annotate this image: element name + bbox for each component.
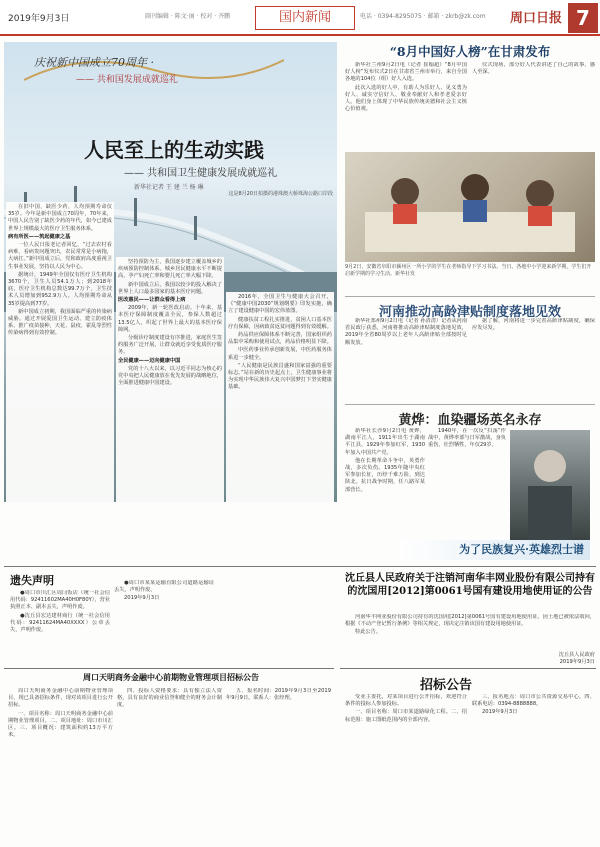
portrait-figure-icon (510, 430, 590, 540)
lead-c3-p1: 2016年，全国卫生与健康大会召开，《“健康中国2030”规划纲要》印发实施，确立了建设健康中国的宏伟蓝图。 (228, 294, 332, 315)
hero-title: 人民至上的生动实践 (84, 138, 264, 162)
hero-photo-caption: 这是8月20日拍摄的港珠澳大桥珠海公路口岸段 (228, 191, 333, 197)
calligraphy-photo-caption: 9月2日，安徽省阜阳市颍州区一所小学的学生在老师指导下学习书法。当日，各地中小学迎来新学期，学生们开启新学期的学习生活。新华社发 (345, 264, 592, 277)
huang-hua-p2: 他在长期革命斗争中，英勇作战，多次负伤。1935年随中央红军参加长征，历经千难万险，到达陕北。抗日战争时期，任八路军某部营长。 (345, 457, 425, 493)
lead-c3-p5: “人民健康是民族昌盛和国家富强的重要标志。”站在新的历史起点上，卫生健康事业将为实现中华民族伟大复兴中国梦打下坚实健康基础。 (228, 362, 332, 391)
recruit-notice-title: 招标公告 (420, 678, 473, 693)
section-divider (4, 566, 596, 567)
huang-hua-title: 黄烨：血染疆场英名永存 (345, 404, 595, 428)
tianming-p1: 周口天明商务金融中心前期物业管理项目，现已具备招标条件，现对该项目进行公开招标。 (8, 688, 113, 709)
masthead (0, 0, 600, 36)
martyr-portrait (510, 430, 590, 540)
tianming-notice-title: 周口天明商务金融中心前期物业管理项目招标公告 (83, 672, 259, 682)
henan-p2: 据了解，河南将进一步完善高龄津贴制度，确保应发尽发。 (472, 318, 595, 332)
good-people-title: “8月中国好人榜”在甘肃发布 (389, 44, 551, 59)
huang-hua-col-1 (345, 428, 425, 538)
recruit-date: 2019年9月3日 (482, 709, 518, 716)
lead-c3-p3: 药品供应保障体系不断完善，国家组织药品集中采购和使用试点，药品价格明显下降。 (228, 332, 332, 346)
lead-c2-sub1: 医改惠民——让群众看得上病 (118, 297, 186, 304)
shenqiu-date: 2019年9月3日 (559, 659, 595, 665)
shenqiu-p2: 特此公告。 (355, 629, 381, 636)
good-people-col-2 (472, 62, 595, 150)
loss-notice-title: 遗失声明 (10, 574, 54, 587)
recruit-divider (340, 668, 596, 669)
good-people-p1: 新华社兰州9月2日电（记者 崔翰超）“8月中国好人榜”发布仪式2日在甘肃省兰州市举行，来自全国各地的104位（组）好人入选。 (345, 62, 467, 83)
hero-subtitle: —— 共和国卫生健康发展成就巡礼 (124, 168, 278, 179)
hero-feature (4, 42, 337, 502)
lead-c2-p3: 2009年，新一轮医改启动。十年来，基本医疗保障制度覆盖全民，参保人数超过13.5亿人，织起了世界上最大的基本医疗保障网。 (118, 305, 222, 333)
good-people-col-1 (345, 62, 467, 150)
lead-c2-p2: 新中国成立后，我国以较少的投入解决了世界上人口最多国家的基本医疗问题。 (118, 281, 222, 295)
section-title: 国内新闻 (255, 6, 355, 30)
lead-column-3 (226, 292, 334, 502)
loss-item-1: ●周口市川汇区周闫饭店（统一社会信用代码：92411602MA40H0F80Y），营业执照正本、副本丢失，声明作废。 (10, 590, 110, 611)
lead-c2-sub2: 全民健康——迈向健康中国 (118, 357, 181, 364)
lead-c1-p3: 据统计，1949年全国仅有医疗卫生机构3670个，卫生人员54.1万人；到2018年底，医疗卫生机构总数达99.7万个，卫生技术人员增加到952.9万人。人均预期寿命从35岁提高到77岁。 (8, 271, 112, 307)
good-people-p2: 此次入选的好人中，有助人为乐好人、见义勇为好人、诚实守信好人、敬业奉献好人和孝老爱亲好人。他们身上体现了中华民族传统美德和社会主义核心价值观。 (345, 84, 467, 113)
lead-c2-p5: 党的十八大以来，以习近平同志为核心的党中央把人民健康放在优先发展的战略地位，全面推进健康中国建设。 (118, 365, 222, 387)
banner-line-2: —— 共和国发展成就巡礼 (76, 75, 178, 85)
loss-date: 2019年9月3日 (124, 595, 160, 602)
huang-hua-p3: 1940年，在一次反“扫荡”作战中，黄烨率部与日军激战，身负重伤，壮烈牺牲，年仅29岁。 (428, 428, 506, 449)
page-number: 7 (568, 3, 598, 33)
loss-item-2: ●沈丘县宏达建材商行（统一社会信用代码：92411624MA40XXXX）公章丢失，声明作废。 (10, 612, 110, 634)
notice-divider (4, 668, 334, 669)
good-people-p3: 仪式现场，部分好人代表讲述了自己的故事，感人至深。 (472, 62, 595, 76)
recruit-col-2 (472, 694, 595, 842)
lead-column-2 (116, 257, 224, 502)
shenqiu-signature (520, 652, 595, 666)
henan-col-2 (472, 318, 595, 400)
lead-c3-p2: 健康扶贫工程扎实推进，贫困人口基本医疗有保障，因病致贫返贫问题得到有效缓解。 (228, 316, 332, 330)
tianming-p3: 四、投标人资格要求：具有独立法人资格，具有良好的商业信誉和健全的财务会计制度。 (117, 688, 222, 709)
lead-c1-p2: 一位人民日报老记者回忆，“过去农村看病难，看病贵问题突出，农民常常是小病拖，大病扛。”新中国成立后，党和政府高度重视卫生事业发展，坚持以人民为中心。 (8, 242, 112, 270)
banner-line-1: 庆祝新中国成立70周年 · (34, 56, 154, 69)
henan-p1: 新华社郑州9月2日电（记者 孙清清）记者从河南省民政厅获悉，河南将推动高龄津贴制度落地见效，2019年全省80周岁以上老年人高龄津贴全部按时足额发放。 (345, 318, 467, 346)
newspaper-logo: 周口日报 (510, 11, 563, 26)
huang-hua-col-2 (428, 428, 506, 538)
shenqiu-notice-title: 沈丘县人民政府关于注销河南华丰网业股份有限公司持有的沈国用[2012]第0061号国有建设用地使用证的公告 (345, 573, 595, 597)
masthead-meta-left: 副刊编辑 · 陈文·丽 · 校对 · 齐鹏 (145, 13, 231, 20)
hero-banner (24, 50, 284, 98)
tianming-col-3 (226, 688, 331, 843)
recruit-p2: 一、项目名称：周口市某道路绿化工程。二、招标范围：施工图纸范围内的全部内容。 (345, 709, 467, 723)
lead-c1-p4: 新中国成立初期，我国面临严重的传染病威胁。通过开展爱国卫生运动、建立防疫体系、推广疫苗接种，天花、鼠疫、霍乱等烈性传染病得到有效控制。 (8, 308, 112, 337)
recruit-p3: 三、报名地点：周口市公共资源交易中心。四、联系电话：0394-8888888。 (472, 694, 595, 708)
henan-col-1 (345, 318, 467, 400)
tianming-p4: 五、报名时间：2019年9月3日至2019年9月9日。联系人：张经理。 (226, 688, 331, 702)
shenqiu-p1: 河南华丰网业股份有限公司持有的沈国用[2012]第0061号国有建设用地使用证，因土地已被依法收回，根据《不动产登记暂行条例》等相关规定，现决定注销该国有建设用地使用证。 (345, 614, 595, 628)
lead-c2-p4: 分级诊疗制度建设有序推进，家庭医生签约服务广泛开展，让群众就近享受优质医疗服务。 (118, 335, 222, 356)
tianming-col-2 (117, 688, 222, 843)
masthead-meta-right: 电话 · 0394-8295075 · 邮箱 · zkrb@zk.com (360, 13, 486, 20)
lead-c1-p1: 在旧中国，缺医少药，人均预期寿命仅35岁。今年是新中国成立70周年，70年来，中国人民告别了缺医少药的年代，如今已建成世界上规模最大的医疗卫生服务体系。 (8, 204, 112, 232)
lead-c2-p1: 坚持预防为主，我国逐步建立覆盖城乡的疾病预防控制体系。城乡居民健康水平不断提高，孕产妇死亡率和婴儿死亡率大幅下降。 (118, 259, 222, 280)
henan-title: 河南推动高龄津贴制度落地见效 (345, 296, 595, 320)
recruit-p1: 受业主委托，对某项目进行公开招标，欢迎符合条件的投标人参加投标。 (345, 694, 467, 708)
students-photo-icon (345, 152, 595, 262)
shenqiu-signer: 沈丘县人民政府 (558, 652, 595, 658)
lead-column-1 (6, 202, 114, 502)
hero-byline: 新华社记者 王 建 兰 杨 琳 (134, 184, 204, 191)
tianming-p2: 一、项目名称：周口天明商务金融中心前期物业管理项目。二、项目地址：周口市川汇区。三、项目概况：建筑面积约13万平方米。 (8, 710, 113, 739)
tianming-col-1 (8, 688, 113, 843)
lead-c1-sub1: 病有所医——筑起健康之基 (8, 233, 71, 240)
loss-item-3: ●周口市某某运输有限公司道路运输证丢失，声明作废。 (114, 580, 214, 594)
lead-c3-p4: 中医药事业传承创新发展，中医药服务体系进一步健全。 (228, 347, 332, 361)
issue-date: 2019年9月3日 (8, 14, 70, 24)
hero-series-banner: 为了民族复兴·英雄烈士谱 (400, 540, 590, 560)
huang-hua-p1: 新华社长沙9月2日电 黄烨，湖南平江人，1911年出生于湖南平江县。1929年参加红军，1930年加入中国共产党。 (345, 428, 425, 456)
recruit-col-1 (345, 694, 467, 842)
calligraphy-class-photo (345, 152, 595, 262)
loss-notice-col-1 (10, 590, 110, 664)
loss-notice-col-2 (114, 580, 214, 664)
